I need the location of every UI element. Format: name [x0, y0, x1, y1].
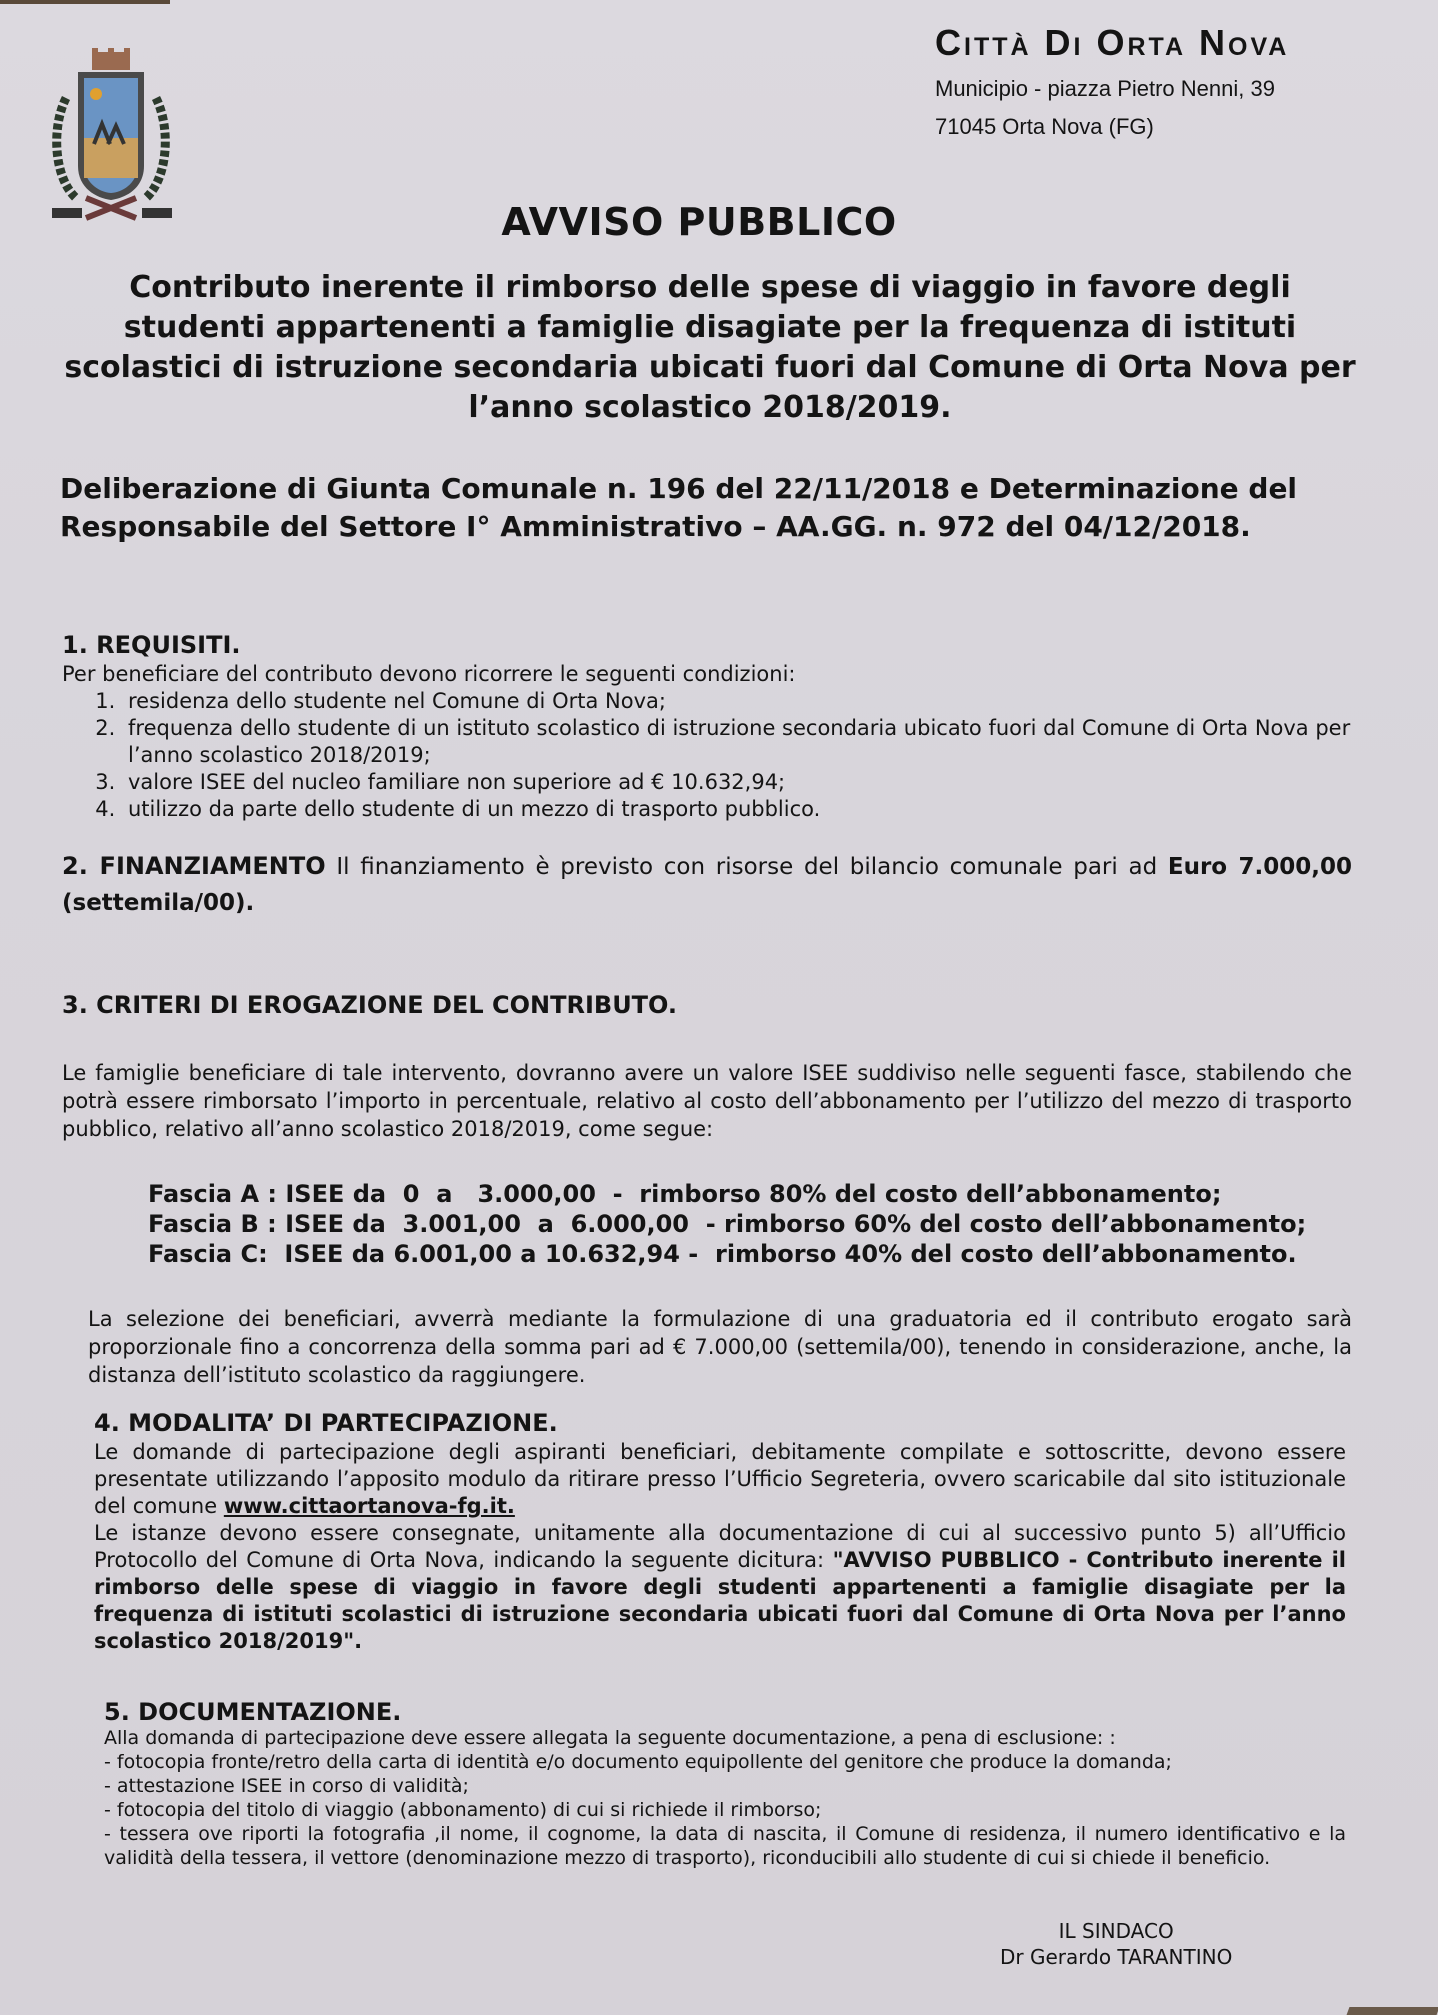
list-item: 1. residenza dello studente nel Comune di Orta Nova; [122, 688, 1352, 715]
submission-paragraph [94, 1520, 1346, 1655]
section-intro: Alla domanda di partecipazione deve essere allegata la seguente documentazione, a pena di esclusione: : [104, 1727, 1116, 1749]
city-name: Città Di Orta Nova [935, 22, 1290, 63]
list-item: 3. valore ISEE del nucleo familiare non superiore ad € 10.632,94; [122, 769, 1352, 796]
website-link[interactable]: www.cittaortanova-fg.it. [223, 1494, 515, 1518]
deliberation-reference: Deliberazione di Giunta Comunale n. 196 del 22/11/2018 e Determinazione del Responsabile del Settore I° Amministrativo – AA.GG. n. 972 del 04/12/2018. [60, 472, 1298, 543]
address-line-1: Municipio - piazza Pietro Nenni, 39 [935, 76, 1275, 101]
address-line-2: 71045 Orta Nova (FG) [935, 114, 1154, 139]
document-title: AVVISO PUBBLICO [501, 200, 897, 244]
selection-paragraph: La selezione dei beneficiari, avverrà mediante la formulazione di una graduatoria ed il contributo erogato sarà proporzionale fino a concorrenza della somma pari ad € 7.000,00 (settemila/00), tenendo in considerazione, anche, la distanza dell’istituto scolastico da raggiungere. [88, 1307, 1352, 1387]
signatory-name: Dr Gerardo TARANTINO [1000, 1945, 1233, 1969]
submission-text: Le istanze devono essere consegnate, unitamente alla documentazione di cui al successivo punto 5) all’Ufficio Protocollo del Comune di Orta Nova, indicando la seguente dicitura: [94, 1521, 1346, 1572]
section-modalita [94, 1410, 1346, 1655]
document-item: - fotocopia fronte/retro della carta di identità e/o documento equipollente del genitore che produce la domanda; [104, 1751, 1172, 1773]
requirements-list [62, 688, 1352, 823]
isee-bands [148, 1179, 1352, 1269]
list-item: 4. utilizzo da parte dello studente di un mezzo di trasporto pubblico. [122, 796, 1352, 823]
isee-band-c: Fascia C: ISEE da 6.001,00 a 10.632,94 - rimborso 40% del costo dell’abbonamento. [148, 1240, 1297, 1268]
section-intro: Per beneficiare del contributo devono ricorrere le seguenti condizioni: [62, 662, 796, 686]
signatory-role: IL SINDACO [1058, 1919, 1174, 1943]
paper-edge [0, 0, 170, 4]
document-item: - fotocopia del titolo di viaggio (abbonamento) di cui si richiede il rimborso; [104, 1799, 822, 1821]
section-heading: 2. FINANZIAMENTO [62, 852, 326, 880]
document-item: - tessera ove riporti la fotografia ,il nome, il cognome, la data di nascita, il Comune di residenza, il numero identificativo e la validità della tessera, il vettore (denominazione mezzo di trasporto), riconducibili allo studente di cui si chiede il beneficio. [104, 1823, 1346, 1869]
required-wording: "AVVISO PUBBLICO - Contributo inerente il rimborso delle spese di viaggio in favore degli studenti appartenenti a famiglie disagiate per la frequenza di istituti scolastici di istruzione secondaria ubicati fuori dal Comune di Orta Nova per l’anno scolastico 2018/2019". [94, 1548, 1346, 1653]
section-heading: 5. DOCUMENTAZIONE. [104, 1698, 402, 1726]
section-documentazione [104, 1700, 1346, 1870]
section-heading: 3. CRITERI DI EROGAZIONE DEL CONTRIBUTO. [62, 991, 678, 1019]
section-heading: 4. MODALITA’ DI PARTECIPAZIONE. [94, 1409, 558, 1437]
isee-band-a: Fascia A : ISEE da 0 a 3.000,00 - rimborso 80% del costo dell’abbonamento; [148, 1180, 1222, 1208]
isee-band-b: Fascia B : ISEE da 3.001,00 a 6.000,00 - rimborso 60% del costo dell’abbonamento; [148, 1210, 1307, 1238]
list-item: 2. frequenza dello studente di un istituto scolastico di istruzione secondaria ubicato fuori dal Comune di Orta Nova per l’anno scolastico 2018/2019; [122, 715, 1352, 769]
financing-text: Il finanziamento è previsto con risorse del bilancio comunale pari ad [325, 854, 1168, 880]
section-finanziamento [62, 848, 1352, 921]
document-subject: Contributo inerente il rimborso delle spese di viaggio in favore degli studenti appartenenti a famiglie disagiate per la frequenza di istituti scolastici di istruzione secondaria ubicati fuori dal Comune di Orta Nova per l’anno scolastico 2018/2019. [64, 270, 1356, 425]
section-requisiti [62, 632, 1352, 823]
section-criteri [62, 992, 1352, 1389]
document-item: - attestazione ISEE in corso di validità; [104, 1775, 469, 1797]
application-text: Le domande di partecipazione degli aspiranti beneficiari, debitamente compilate e sottoscritte, devono essere presentate utilizzando l’apposito modulo da ritirare presso l’Ufficio Segreteria, ovvero scaricabile dal sito istituzionale del comune [94, 1440, 1346, 1518]
financing-paragraph [62, 848, 1352, 921]
signature-block [1000, 1918, 1232, 1970]
financing-amount: Euro 7.000,00 (settemila/00). [62, 854, 1352, 916]
section-heading: 1. REQUISITI. [62, 631, 241, 659]
paper-edge [1347, 2007, 1438, 2015]
application-paragraph [94, 1439, 1346, 1520]
section-intro: Le famiglie beneficiare di tale intervento, dovranno avere un valore ISEE suddiviso nelle seguenti fasce, stabilendo che potrà essere rimborsato l’importo in percentuale, relativo al costo dell’abbonamento per l’utilizzo del mezzo di trasporto pubblico, relativo all’anno scolastico 2018/2019, come segue: [62, 1061, 1352, 1141]
letterhead [935, 22, 1289, 140]
